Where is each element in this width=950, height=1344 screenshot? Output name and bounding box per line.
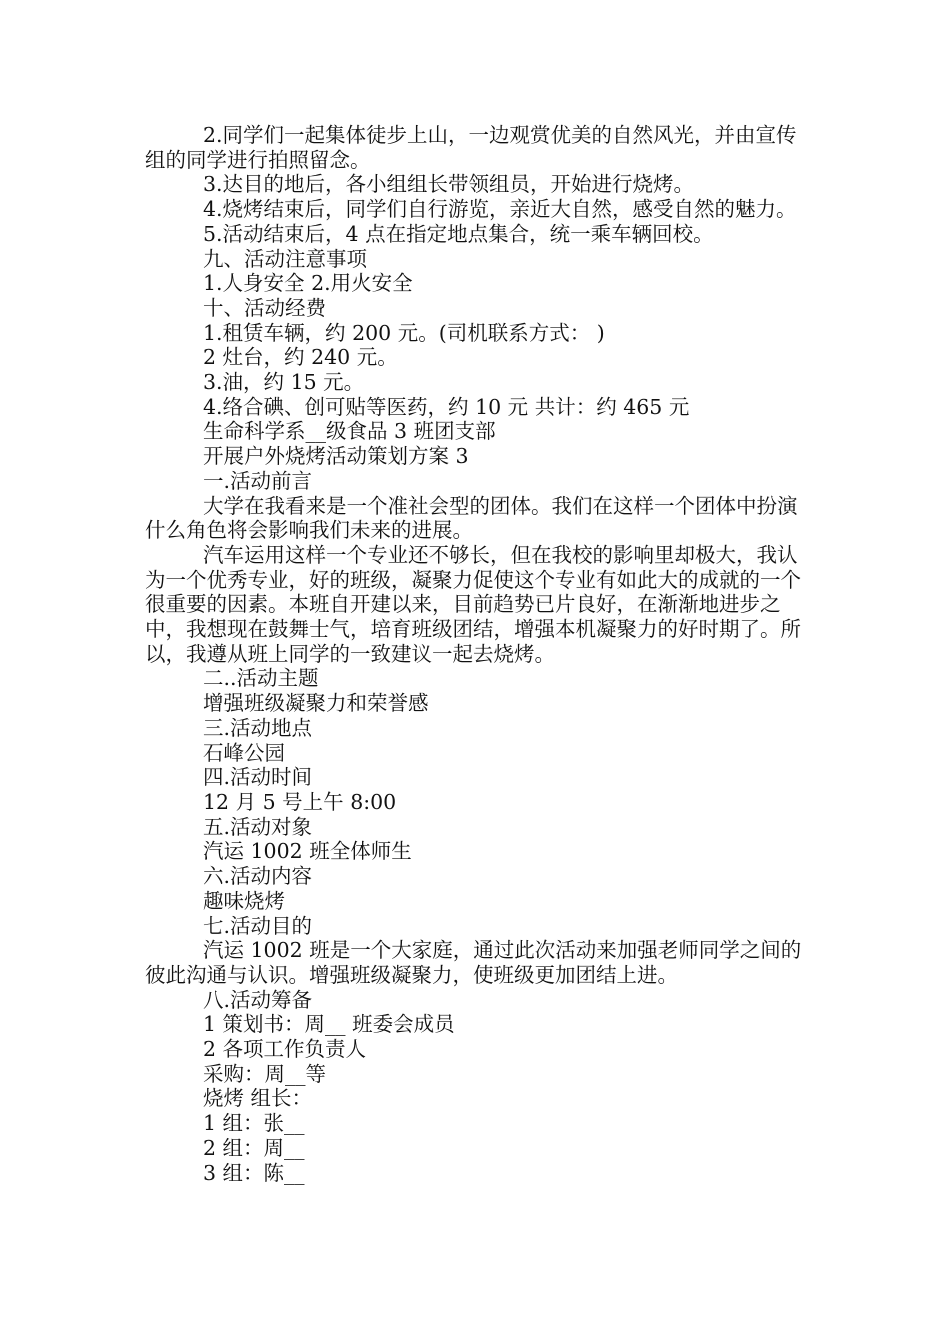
heading-time: 四.活动时间 bbox=[203, 765, 313, 790]
paragraph-preface-2: 汽车运用这样一个专业还不够长，但在我校的影响里却极大，我认为一个优秀专业，好的班级，凝聚力促使这个专业有如此大的成就的一个很重要的因素。本班自开建以来，目前趋势已片良好，在渐渐地进步之中，我想现在鼓舞士气，培育班级团结，增强本机凝聚力的好时期了。所以，我遵从班上同学的一致建议一起去烧烤。 bbox=[145, 542, 801, 666]
heading-content: 六.活动内容 bbox=[203, 864, 313, 889]
heading-budget: 十、活动经费 bbox=[203, 295, 326, 320]
prep-item-planner: 1 策划书：周__ 班委会成员 bbox=[203, 1012, 455, 1037]
text-time: 12 月 5 号上午 8:00 bbox=[203, 789, 397, 814]
heading-purpose: 七.活动目的 bbox=[203, 913, 313, 938]
prep-item-leads: 2 各项工作负责人 bbox=[203, 1037, 367, 1062]
heading-preface: 一.活动前言 bbox=[203, 468, 313, 493]
paragraph-step-3: 3.达目的地后，各小组组长带领组员，开始进行烧烤。 bbox=[203, 172, 695, 197]
heading-preparation: 八.活动筹备 bbox=[203, 987, 313, 1012]
paragraph-step-5: 5.活动结束后，4 点在指定地点集合，统一乘车辆回校。 bbox=[203, 221, 714, 246]
paragraph-step-2: 2.同学们一起集体徒步上山，一边观赏优美的自然风光，并由宣传组的同学进行拍照留念。 bbox=[145, 123, 797, 172]
document-body bbox=[145, 123, 810, 1185]
text-content: 趣味烧烤 bbox=[203, 888, 285, 913]
text-participants: 汽运 1002 班全体师生 bbox=[203, 839, 412, 864]
heading-participants: 五.活动对象 bbox=[203, 814, 313, 839]
group-3: 3 组：陈__ bbox=[203, 1160, 305, 1185]
budget-item-stove: 2 灶台，约 240 元。 bbox=[203, 345, 398, 370]
budget-item-vehicle: 1.租赁车辆，约 200 元。(司机联系方式： ) bbox=[203, 320, 605, 345]
group-1: 1 组：张__ bbox=[203, 1111, 305, 1136]
signature-organization: 生命科学系__级食品 3 班团支部 bbox=[203, 419, 496, 444]
notes-safety: 1.人身安全 2.用火安全 bbox=[203, 271, 413, 296]
heading-location: 三.活动地点 bbox=[203, 715, 313, 740]
text-theme: 增强班级凝聚力和荣誉感 bbox=[203, 691, 429, 716]
paragraph-purpose: 汽运 1002 班是一个大家庭，通过此次活动来加强老师同学之间的彼此沟通与认识。增强班级凝聚力，使班级更加团结上进。 bbox=[145, 938, 802, 987]
prep-item-bbq-leaders: 烧烤 组长： bbox=[203, 1086, 313, 1111]
prep-item-purchasing: 采购：周__等 bbox=[203, 1061, 326, 1086]
heading-theme: 二..活动主题 bbox=[203, 666, 319, 691]
text-location: 石峰公园 bbox=[203, 740, 285, 765]
paragraph-step-4: 4.烧烤结束后，同学们自行游览，亲近大自然，感受自然的魅力。 bbox=[203, 197, 797, 222]
group-2: 2 组：周__ bbox=[203, 1135, 305, 1160]
budget-item-oil: 3.油，约 15 元。 bbox=[203, 370, 365, 395]
heading-notes: 九、活动注意事项 bbox=[203, 246, 367, 271]
budget-item-medical: 4.络合碘、创可贴等医药，约 10 元 共计：约 465 元 bbox=[203, 394, 690, 419]
paragraph-preface-1: 大学在我看来是一个准社会型的团体。我们在这样一个团体中扮演什么角色将会影响我们未来的进展。 bbox=[145, 493, 798, 543]
section-title: 开展户外烧烤活动策划方案 3 bbox=[203, 444, 469, 469]
